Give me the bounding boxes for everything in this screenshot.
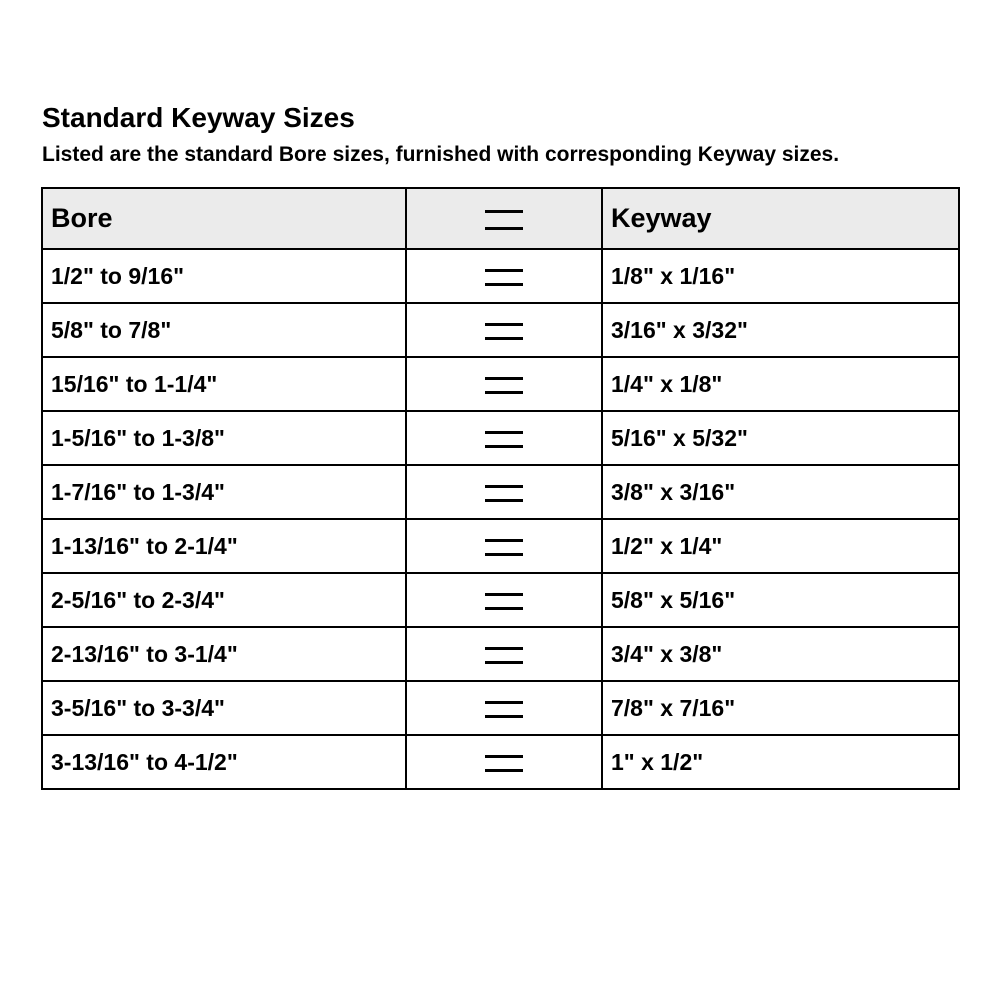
table-row xyxy=(42,303,959,357)
bore-cell: 2-13/16" to 3-1/4" xyxy=(42,627,406,681)
keyway-cell: 3/8" x 3/16" xyxy=(602,465,959,519)
table-row xyxy=(42,573,959,627)
equals-icon xyxy=(485,431,523,448)
equals-cell xyxy=(406,249,602,303)
column-header-equals xyxy=(406,188,602,249)
table-row xyxy=(42,519,959,573)
table-row xyxy=(42,411,959,465)
equals-icon xyxy=(485,377,523,394)
equals-icon xyxy=(485,755,523,772)
keyway-cell: 7/8" x 7/16" xyxy=(602,681,959,735)
equals-cell xyxy=(406,357,602,411)
equals-cell xyxy=(406,519,602,573)
column-header-keyway: Keyway xyxy=(602,188,959,249)
bore-cell: 1-13/16" to 2-1/4" xyxy=(42,519,406,573)
keyway-cell: 1" x 1/2" xyxy=(602,735,959,789)
equals-cell xyxy=(406,735,602,789)
page-title: Standard Keyway Sizes xyxy=(42,102,355,133)
equals-cell xyxy=(406,681,602,735)
equals-icon xyxy=(485,269,523,286)
equals-icon xyxy=(485,485,523,502)
equals-icon xyxy=(485,701,523,718)
bore-cell: 5/8" to 7/8" xyxy=(42,303,406,357)
equals-cell xyxy=(406,573,602,627)
table-row xyxy=(42,681,959,735)
equals-cell xyxy=(406,303,602,357)
equals-cell xyxy=(406,465,602,519)
keyway-cell: 5/16" x 5/32" xyxy=(602,411,959,465)
bore-cell: 3-5/16" to 3-3/4" xyxy=(42,681,406,735)
equals-icon xyxy=(485,539,523,556)
bore-cell: 15/16" to 1-1/4" xyxy=(42,357,406,411)
table-header-row xyxy=(42,188,959,249)
table-row xyxy=(42,735,959,789)
table-row xyxy=(42,465,959,519)
keyway-cell: 5/8" x 5/16" xyxy=(602,573,959,627)
keyway-cell: 1/8" x 1/16" xyxy=(602,249,959,303)
keyway-cell: 3/16" x 3/32" xyxy=(602,303,959,357)
bore-cell: 2-5/16" to 2-3/4" xyxy=(42,573,406,627)
page-subtitle: Listed are the standard Bore sizes, furnished with corresponding Keyway sizes. xyxy=(42,143,840,166)
bore-cell: 1-5/16" to 1-3/8" xyxy=(42,411,406,465)
equals-icon xyxy=(485,647,523,664)
bore-cell: 1-7/16" to 1-3/4" xyxy=(42,465,406,519)
keyway-cell: 1/4" x 1/8" xyxy=(602,357,959,411)
table-row xyxy=(42,357,959,411)
equals-icon xyxy=(485,323,523,340)
keyway-cell: 3/4" x 3/8" xyxy=(602,627,959,681)
equals-cell xyxy=(406,411,602,465)
equals-icon xyxy=(485,210,523,230)
equals-cell xyxy=(406,627,602,681)
table-row xyxy=(42,627,959,681)
keyway-cell: 1/2" x 1/4" xyxy=(602,519,959,573)
bore-cell: 1/2" to 9/16" xyxy=(42,249,406,303)
column-header-bore: Bore xyxy=(42,188,406,249)
bore-cell: 3-13/16" to 4-1/2" xyxy=(42,735,406,789)
keyway-table xyxy=(41,187,960,790)
equals-icon xyxy=(485,593,523,610)
table-row xyxy=(42,249,959,303)
